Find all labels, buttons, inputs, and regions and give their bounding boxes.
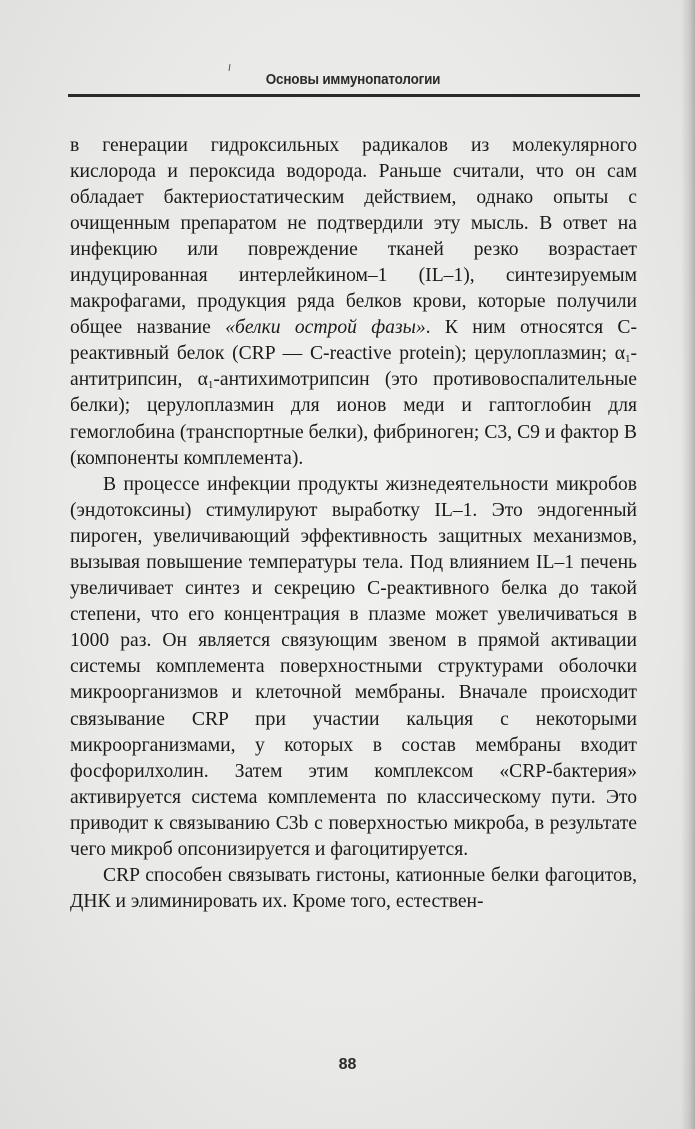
paragraph-1-part-a: в генерации гидроксильных радикалов из молекулярного кислорода и пероксида водорода. Раньше считали, что он сам обладает бактериостатическим действием, однако опыты с очищенным препаратом не подтвердили эту мысль. В ответ на инфекцию или повреждение тканей резко возрастает индуцированная интерлейкином–1 (IL–1), синтезируемым макрофагами, продукция ряда белков крови, которые получили общее название xyxy=(70,135,637,339)
paragraph-1-part-c: -антитрипсин, xyxy=(70,343,637,391)
acute-phase-proteins-term: «белки острой фазы» xyxy=(225,317,426,339)
page-edge-shadow xyxy=(681,0,695,1129)
page-number: 88 xyxy=(338,1056,357,1073)
stray-pen-mark xyxy=(229,64,231,71)
alpha-symbol-1: $\alpha_1$ xyxy=(614,343,631,366)
paragraph-3: CRP способен связывать гистоны, катионные белки фагоцитов, ДНК и элиминировать их. Кроме того, естествен- xyxy=(70,865,637,913)
paragraph-1-part-d: -антихимотрипсин (это противовоспалительные белки); церулоплазмин для ионов меди и гаптоглобин для гемоглобина (транспортные белки), фибриноген; С3, С9 и фактор В (компоненты комплемента). xyxy=(70,369,637,469)
header-rule xyxy=(68,94,640,97)
body-text xyxy=(70,133,637,915)
paragraph-1 xyxy=(70,133,637,472)
alpha-symbol-2: $\alpha_1$ xyxy=(197,369,214,392)
running-head: Основы иммунопатологии xyxy=(265,72,441,88)
paragraph-2: В процессе инфекции продукты жизнедеятельности микробов (эндотоксины) стимулируют выработку IL–1. Это эндогенный пироген, увеличивающий эффективность защитных механизмов, вызывая повышение температуры тела. Под влиянием IL–1 печень увеличивает синтез и секрецию С-реактивного белка до такой степени, что его концентрация в плазме может увеличиваться в 1000 раз. Он является связующим звеном в прямой активации системы комплемента поверхностными структурами оболочки микроорганизмов и клеточной мембраны. Вначале происходит связывание CRP при участии кальция с некоторыми микроорганизмами, у которых в состав мембраны входит фосфорилхолин. Затем этим комплексом «CRP-бактерия» активируется система комплемента по классическому пути. Это приводит к связыванию C3b с поверхностью микроба, в результате чего микроб опсонизируется и фагоцитируется. xyxy=(70,474,637,860)
paragraph-1-part-b: . К ним относятся С-реактивный белок (CRP — C-reactive protein); церулоплазмин; xyxy=(70,317,638,365)
